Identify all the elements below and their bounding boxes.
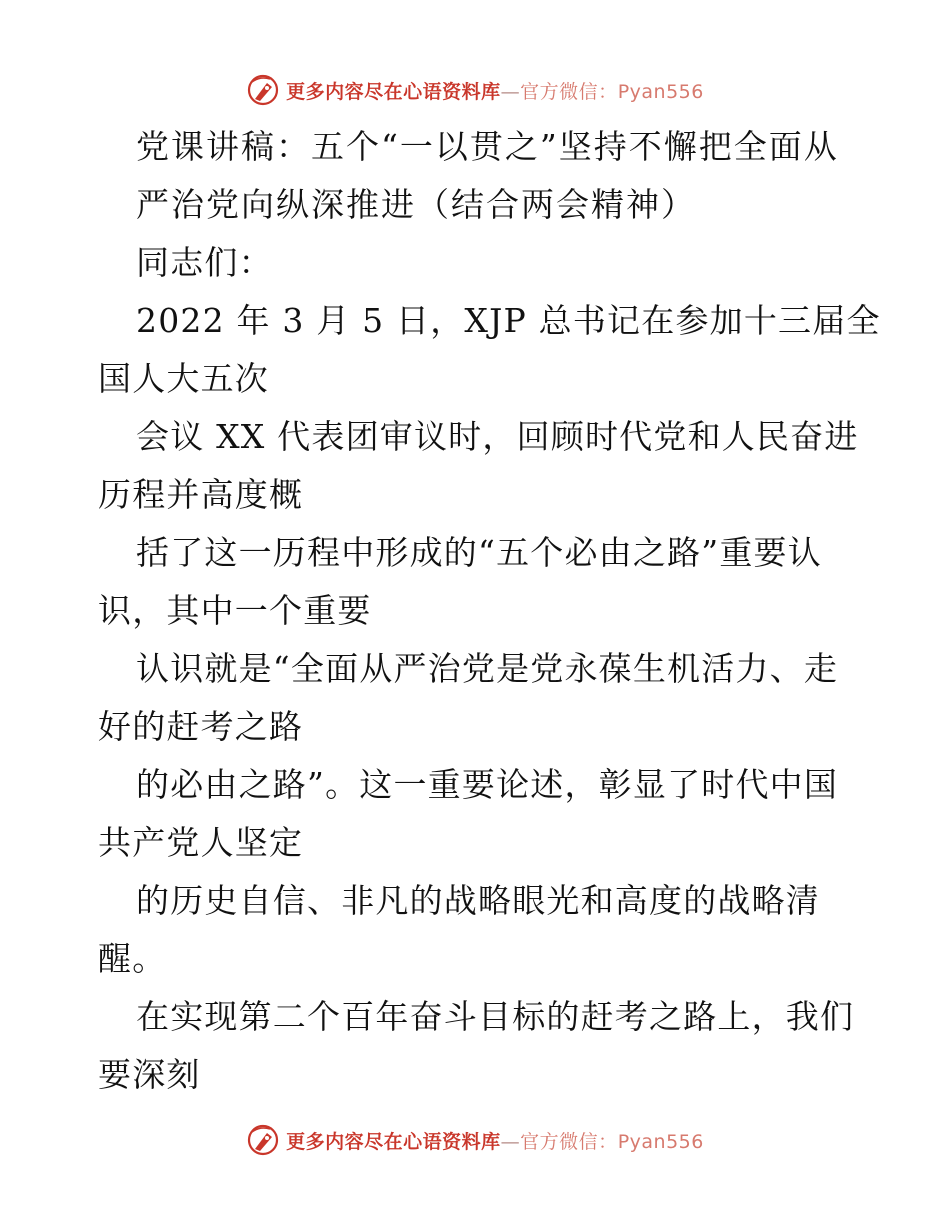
paragraph-line: 的必由之路”。这一重要论述，彰显了时代中国 <box>136 765 839 804</box>
watermark-wechat-label: 官方微信： <box>520 80 618 103</box>
salutation: 同志们： <box>136 243 273 282</box>
paragraph-line: 共产党人坚定 <box>98 823 304 862</box>
pen-nib-logo-icon <box>246 1123 280 1157</box>
pen-nib-logo-icon <box>246 73 280 107</box>
document-title-line-2: 严治党向纵深推进（结合两会精神） <box>136 185 696 224</box>
watermark-text <box>286 77 704 104</box>
paragraph-line: 括了这一历程中形成的“五个必由之路”重要认 <box>136 533 822 572</box>
paragraph-line: 历程并高度概 <box>98 475 304 514</box>
watermark-brand: 更多内容尽在心语资料库 <box>286 1130 501 1153</box>
watermark-brand: 更多内容尽在心语资料库 <box>286 80 501 103</box>
paragraph-line: 认识就是“全面从严治党是党永葆生机活力、走 <box>136 649 839 688</box>
paragraph-line: 2022 年 3 月 5 日，XJP 总书记在参加十三届全 <box>136 301 881 340</box>
watermark-dash: — <box>500 1130 521 1153</box>
paragraph-line: 醒。 <box>98 939 167 978</box>
paragraph-line: 识，其中一个重要 <box>98 591 372 630</box>
document-title-line-1: 党课讲稿：五个“一以贯之”坚持不懈把全面从 <box>136 127 839 166</box>
paragraph-line: 国人大五次 <box>98 359 269 398</box>
paragraph-line: 好的赶考之路 <box>98 707 304 746</box>
document-body <box>98 118 881 1104</box>
watermark-text <box>286 1127 704 1154</box>
watermark-wechat-label: 官方微信： <box>520 1130 618 1153</box>
paragraph-line: 会议 XX 代表团审议时，回顾时代党和人民奋进 <box>136 417 859 456</box>
paragraph-line: 在实现第二个百年奋斗目标的赶考之路上，我们 <box>136 997 855 1036</box>
footer-watermark <box>0 1120 950 1160</box>
paragraph-line: 的历史自信、非凡的战略眼光和高度的战略清 <box>136 881 820 920</box>
watermark-wechat-id: Pyan556 <box>617 1130 704 1153</box>
header-watermark <box>0 70 950 110</box>
watermark-dash: — <box>500 80 521 103</box>
watermark-wechat-id: Pyan556 <box>617 80 704 103</box>
paragraph-line: 要深刻 <box>98 1055 201 1094</box>
